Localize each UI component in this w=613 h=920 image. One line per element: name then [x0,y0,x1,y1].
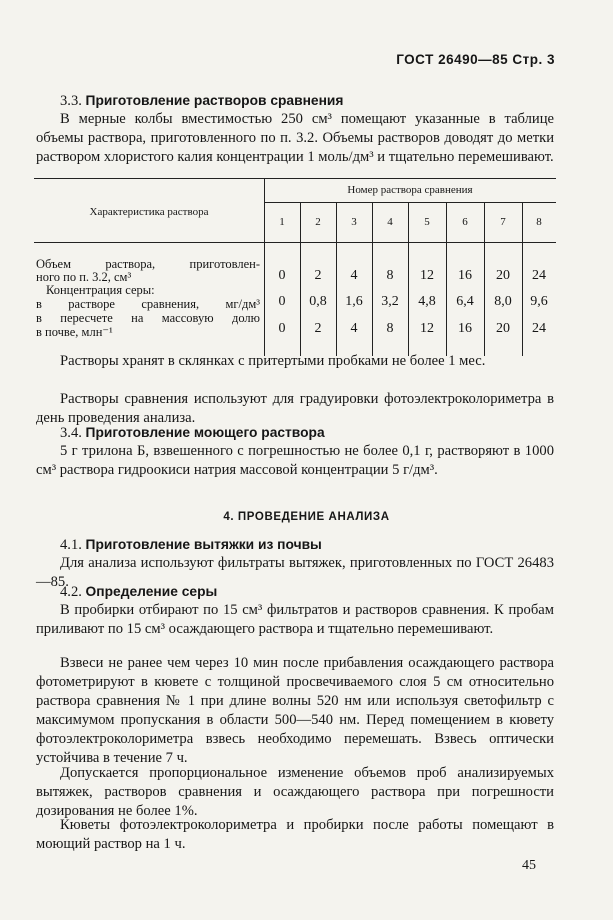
section-3-3-number: 3.3. [60,93,82,109]
section-3-4-number: 3.4. [60,425,82,441]
table-cell: 16 [458,268,472,283]
section-3-3-text: В мерные колбы вместимостью 250 см³ помещают указанные в таблице объемы раствора, приготовленного по п. 3.2. Объемы растворов доводят до метки раствором хлористого калия концентрации 1 моль/дм³ и тщательно перемешивают. [36,111,554,165]
page-header: ГОСТ 26490—85 Стр. 3 [396,52,555,67]
table-col-number: 6 [462,216,468,228]
row3-label-line2: в почве, млн⁻¹ [36,325,113,339]
table-cell: 12 [420,321,434,336]
table-cell: 0 [278,294,286,309]
table-cell: 4 [350,321,358,336]
table-cell: 8 [386,321,394,336]
table-top-rule [34,178,556,179]
table-cell: 24 [532,268,546,283]
paragraph-usage: Растворы сравнения используют для градуировки фотоэлектроколориметра в день проведения анализа. [36,391,554,426]
table-cell: 8,0 [494,294,512,309]
table-cell: 16 [458,321,472,336]
section-4-2-number: 4.2. [60,584,82,600]
table-cell: 0 [278,268,286,283]
standards-table [34,178,556,356]
table-cell: 8 [386,268,394,283]
table-cell: 0 [278,321,286,336]
section-4-2-heading [60,582,217,602]
section-4-2-text-4: Кюветы фотоэлектроколориметра и пробирки после работы помещают в моющий раствор на 1 ч. [36,817,554,852]
table-col-number: 8 [536,216,542,228]
table-cell: 3,2 [381,294,399,309]
table-header-rule [34,242,556,243]
table-cell: 1,6 [345,294,363,309]
table-cell: 20 [496,321,510,336]
table-cell: 12 [420,268,434,283]
section-4-2-title: Определение серы [85,584,218,599]
section-3-3-title: Приготовление растворов сравнения [85,93,344,108]
table-group-header: Номер раствора сравнения [347,184,473,196]
section-4-2-text-1: В пробирки отбирают по 15 см³ фильтратов и растворов сравнения. К пробам приливают по 15 см³ осаждающего раствора и тщательно перемешивают. [36,602,554,637]
table-col-number: 2 [315,216,321,228]
table-column-header: Характеристика раствора [89,206,209,218]
paragraph-storage: Растворы хранят в склянках с притертыми пробками не более 1 мес. [60,353,486,369]
table-cell: 2 [314,321,322,336]
table-group-rule [264,202,556,203]
row1-label-line2: ного по п. 3.2, см³ [36,270,132,284]
table-cell: 4 [350,268,358,283]
table-cell: 9,6 [530,294,548,309]
section-4-1-number: 4.1. [60,537,82,553]
table-divider [264,178,265,356]
section-4-1-text: Для анализа используют фильтраты вытяжек, приготовленных по ГОСТ 26483—85. [36,555,554,590]
section-4-heading: 4. ПРОВЕДЕНИЕ АНАЛИЗА [223,511,390,523]
table-col-number: 7 [500,216,506,228]
table-col-number: 4 [387,216,393,228]
row2-label-line1: Концентрация серы: [46,283,155,297]
table-cell: 24 [532,321,546,336]
table-cell: 20 [496,268,510,283]
table-cell: 0,8 [309,294,327,309]
section-3-3-heading [60,91,343,111]
table-col-number: 5 [424,216,430,228]
section-4-1-heading [60,535,322,555]
row3-label-line1: в пересчете на массовую долю [36,311,260,325]
table-col-number: 3 [351,216,357,228]
section-3-4-title: Приготовление моющего раствора [85,425,325,440]
page-number: 45 [522,858,536,873]
section-4-1-title: Приготовление вытяжки из почвы [85,537,322,552]
section-4-2-text-2: Взвеси не ранее чем через 10 мин после прибавления осаждающего раствора фотометрируют в кювете с толщиной просвечиваемого слоя 5 см относительно раствора сравнения № 1 при длине волны 520 нм или используя светофильтр с максимумом пропускания в области 500—540 нм. Перед помещением в кювету фотоэлектроколориметра взвесь необходимо перемешать. Взвесь оптически устойчива в течение 7 ч. [36,655,554,766]
section-3-4-text: 5 г трилона Б, взвешенного с погрешностью не более 0,1 г, растворяют в 1000 см³ раствора гидроокиси натрия массовой концентрации 5 г/дм³. [36,443,554,478]
table-cell: 6,4 [456,294,474,309]
section-3-4-heading [60,423,325,443]
table-col-number: 1 [279,216,285,228]
table-cell: 2 [314,268,322,283]
row1-label-line1: Объем раствора, приготовлен- [36,257,260,271]
section-4-2-text-3: Допускается пропорциональное изменение объемов проб анализируемых вытяжек, растворов сравнения и осаждающего раствора при погрешности дозирования не более 1%. [36,765,554,819]
row2-label-line2: в растворе сравнения, мг/дм³ [36,297,260,311]
table-cell: 4,8 [418,294,436,309]
